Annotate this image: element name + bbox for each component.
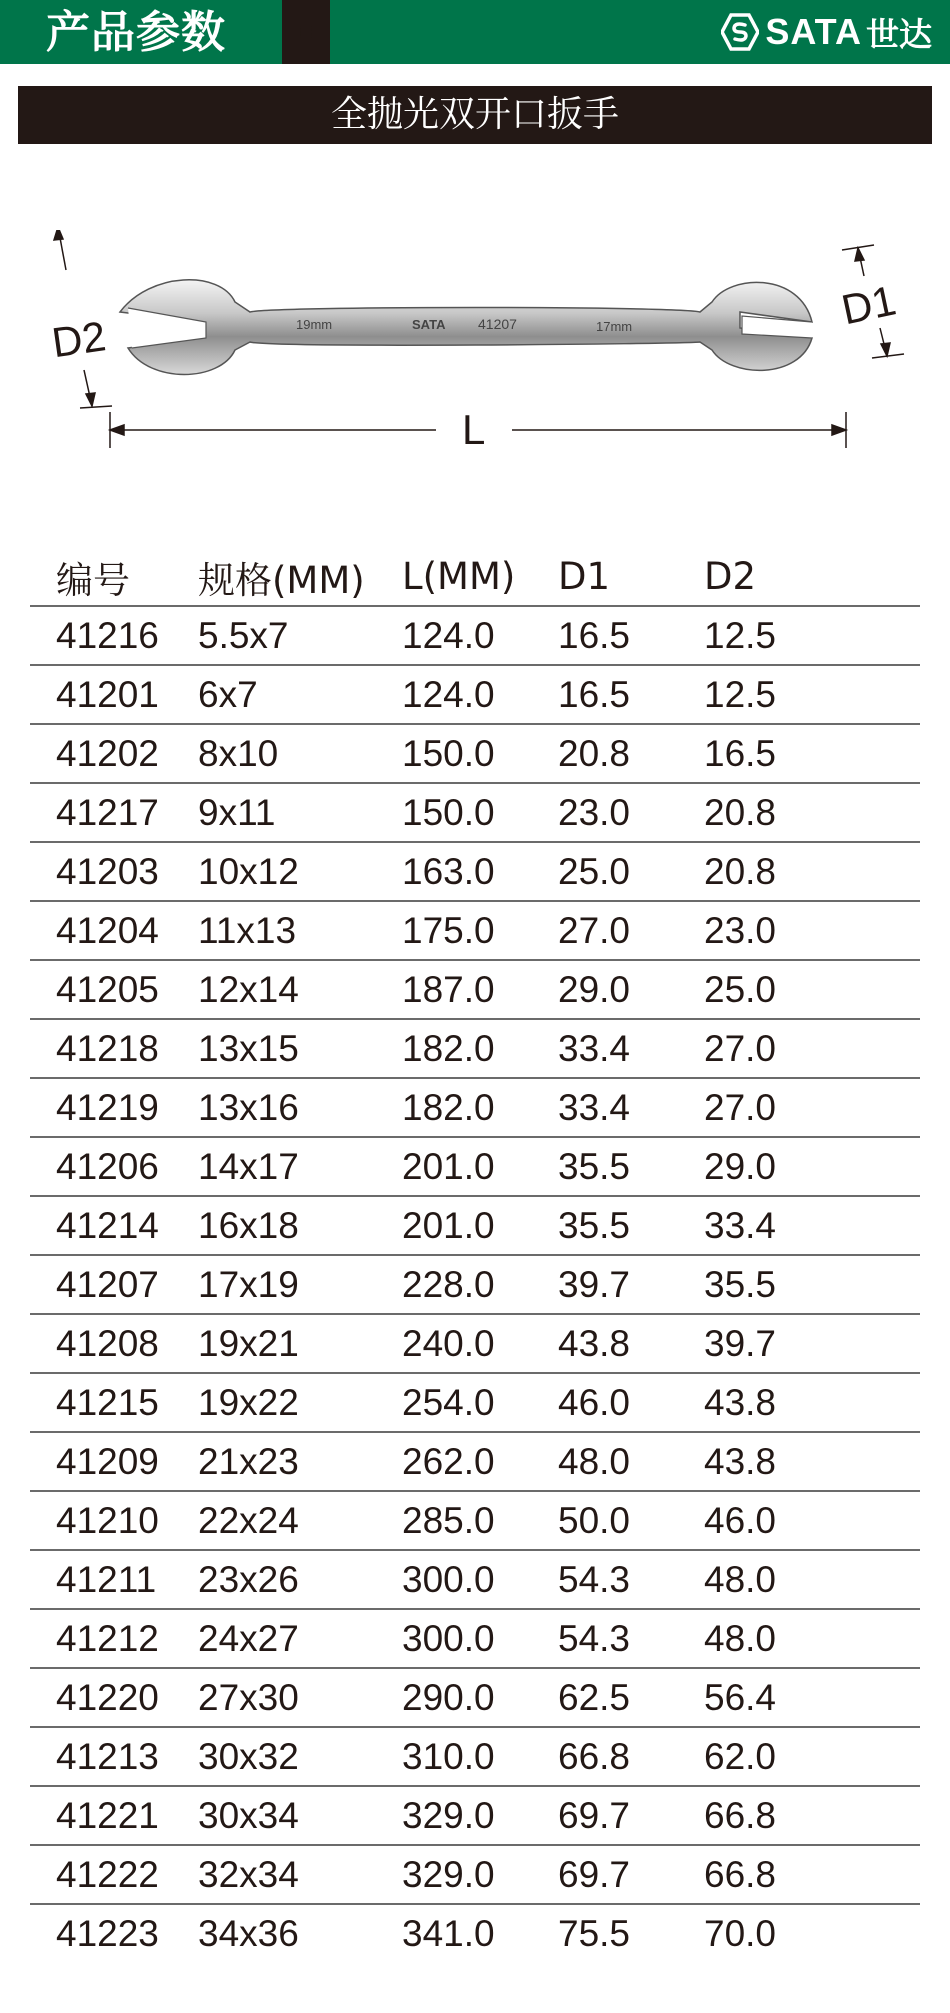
cell-length: 182.0 bbox=[376, 1019, 532, 1078]
table-row bbox=[30, 1845, 920, 1904]
cell-size: 6x7 bbox=[172, 665, 376, 724]
cell-size: 5.5x7 bbox=[172, 606, 376, 665]
cell-size: 30x34 bbox=[172, 1786, 376, 1845]
column-header-model: 编号 bbox=[30, 548, 172, 606]
cell-d2: 25.0 bbox=[678, 960, 920, 1019]
cell-d1: 33.4 bbox=[532, 1019, 678, 1078]
column-header-d2: D2 bbox=[678, 548, 920, 606]
cell-length: 201.0 bbox=[376, 1137, 532, 1196]
cell-size: 10x12 bbox=[172, 842, 376, 901]
header-notch-decoration bbox=[282, 0, 330, 64]
cell-model: 41214 bbox=[30, 1196, 172, 1255]
cell-model: 41201 bbox=[30, 665, 172, 724]
cell-d2: 56.4 bbox=[678, 1668, 920, 1727]
cell-d1: 16.5 bbox=[532, 606, 678, 665]
cell-size: 17x19 bbox=[172, 1255, 376, 1314]
cell-model: 41211 bbox=[30, 1550, 172, 1609]
cell-model: 41208 bbox=[30, 1314, 172, 1373]
cell-size: 27x30 bbox=[172, 1668, 376, 1727]
cell-size: 19x21 bbox=[172, 1314, 376, 1373]
d1-label: D1 bbox=[837, 276, 900, 334]
cell-model: 41202 bbox=[30, 724, 172, 783]
table-row bbox=[30, 1550, 920, 1609]
brand-logo bbox=[721, 12, 932, 52]
cell-model: 41203 bbox=[30, 842, 172, 901]
cell-model: 41217 bbox=[30, 783, 172, 842]
cell-size: 19x22 bbox=[172, 1373, 376, 1432]
cell-d2: 27.0 bbox=[678, 1078, 920, 1137]
cell-d1: 25.0 bbox=[532, 842, 678, 901]
table-row bbox=[30, 1196, 920, 1255]
cell-d2: 29.0 bbox=[678, 1137, 920, 1196]
cell-length: 341.0 bbox=[402, 1912, 495, 1954]
cell-d2: 23.0 bbox=[678, 901, 920, 960]
cell-size: 22x24 bbox=[172, 1491, 376, 1550]
cell-d1: 33.4 bbox=[532, 1078, 678, 1137]
cell-d2: 12.5 bbox=[678, 606, 920, 665]
cell-size: 32x34 bbox=[172, 1845, 376, 1904]
cell-d1: 27.0 bbox=[532, 901, 678, 960]
table-row bbox=[30, 724, 920, 783]
table-row bbox=[30, 1609, 920, 1668]
cell-size: 16x18 bbox=[172, 1196, 376, 1255]
table-row bbox=[30, 1314, 920, 1373]
cell-length: 182.0 bbox=[376, 1078, 532, 1137]
table-row bbox=[30, 960, 920, 1019]
cell-size: 13x15 bbox=[172, 1019, 376, 1078]
d2-label: D2 bbox=[48, 312, 109, 367]
cell-length: 329.0 bbox=[376, 1786, 532, 1845]
cell-d2: 48.0 bbox=[678, 1609, 920, 1668]
cell-length: 300.0 bbox=[376, 1550, 532, 1609]
cell-d2: 66.8 bbox=[678, 1786, 920, 1845]
cell-d1: 69.7 bbox=[532, 1845, 678, 1904]
cell-length: 150.0 bbox=[376, 783, 532, 842]
cell-size: 14x17 bbox=[172, 1137, 376, 1196]
brand-chinese-name: 世达 bbox=[866, 14, 932, 54]
cell-model: 41216 bbox=[30, 606, 172, 665]
table-row bbox=[30, 1432, 920, 1491]
header-bar bbox=[0, 0, 950, 64]
table-row bbox=[30, 901, 920, 960]
cell-length: 124.0 bbox=[376, 665, 532, 724]
cell-length: 150.0 bbox=[376, 724, 532, 783]
wrench-diagram bbox=[0, 230, 950, 460]
cell-d1: 54.3 bbox=[532, 1550, 678, 1609]
cell-length: 187.0 bbox=[376, 960, 532, 1019]
cell-model: 41221 bbox=[30, 1786, 172, 1845]
cell-model: 41204 bbox=[30, 901, 172, 960]
cell-length: 254.0 bbox=[376, 1373, 532, 1432]
cell-model: 41213 bbox=[30, 1727, 172, 1786]
cell-model: 41206 bbox=[30, 1137, 172, 1196]
table-row bbox=[30, 1373, 920, 1432]
cell-d2: 66.8 bbox=[678, 1845, 920, 1904]
cell-d1: 35.5 bbox=[532, 1137, 678, 1196]
cell-d1: 43.8 bbox=[532, 1314, 678, 1373]
sata-logo-icon bbox=[721, 13, 759, 51]
cell-d1: 75.5 bbox=[558, 1912, 631, 1954]
cell-model: 41207 bbox=[30, 1255, 172, 1314]
table-row bbox=[30, 1727, 920, 1786]
cell-d2: 46.0 bbox=[678, 1491, 920, 1550]
wrench-engraving-brand: SATA bbox=[412, 317, 446, 332]
table-header-row bbox=[30, 548, 920, 606]
table-row bbox=[30, 1786, 920, 1845]
table-row bbox=[30, 1078, 920, 1137]
cell-length: 228.0 bbox=[376, 1255, 532, 1314]
cell-d2: 39.7 bbox=[678, 1314, 920, 1373]
cell-model: 41218 bbox=[30, 1019, 172, 1078]
cell-d2: 35.5 bbox=[678, 1255, 920, 1314]
cell-length: 310.0 bbox=[376, 1727, 532, 1786]
cell-d2: 43.8 bbox=[678, 1432, 920, 1491]
cell-d1: 69.7 bbox=[532, 1786, 678, 1845]
cell-length: 175.0 bbox=[376, 901, 532, 960]
wrench-image bbox=[120, 280, 812, 375]
cell-length: 124.0 bbox=[376, 606, 532, 665]
cell-d1: 39.7 bbox=[532, 1255, 678, 1314]
cell-length: 329.0 bbox=[376, 1845, 532, 1904]
cell-d2: 12.5 bbox=[678, 665, 920, 724]
table-row bbox=[30, 1019, 920, 1078]
cell-model: 41209 bbox=[30, 1432, 172, 1491]
cell-model: 41205 bbox=[30, 960, 172, 1019]
cell-model: 41223 bbox=[56, 1912, 159, 1954]
brand-name: SATA bbox=[765, 11, 862, 52]
cell-length: 300.0 bbox=[376, 1609, 532, 1668]
wrench-engraving-right-size: 17mm bbox=[596, 319, 633, 334]
column-header-d1: D1 bbox=[532, 548, 678, 606]
cell-d1: 48.0 bbox=[532, 1432, 678, 1491]
table-row bbox=[30, 783, 920, 842]
table-row bbox=[30, 1137, 920, 1196]
cell-size: 23x26 bbox=[172, 1550, 376, 1609]
cell-d2: 27.0 bbox=[678, 1019, 920, 1078]
cell-size: 34x36 bbox=[198, 1912, 299, 1954]
table-row bbox=[30, 1904, 920, 1962]
cell-d1: 66.8 bbox=[532, 1727, 678, 1786]
cell-d2: 43.8 bbox=[678, 1373, 920, 1432]
cell-d2: 48.0 bbox=[678, 1550, 920, 1609]
section-title: 产品参数 bbox=[46, 7, 226, 58]
cell-size: 30x32 bbox=[172, 1727, 376, 1786]
column-header-length: L(MM) bbox=[376, 548, 532, 606]
cell-model: 41212 bbox=[30, 1609, 172, 1668]
cell-d1: 16.5 bbox=[532, 665, 678, 724]
cell-length: 163.0 bbox=[376, 842, 532, 901]
cell-size: 11x13 bbox=[172, 901, 376, 960]
cell-d1: 62.5 bbox=[532, 1668, 678, 1727]
table-row bbox=[30, 606, 920, 665]
cell-d1: 46.0 bbox=[532, 1373, 678, 1432]
cell-d1: 54.3 bbox=[532, 1609, 678, 1668]
cell-d1: 20.8 bbox=[532, 724, 678, 783]
wrench-engraving-left-size: 19mm bbox=[296, 317, 333, 332]
product-name-bar bbox=[18, 86, 932, 144]
table-row bbox=[30, 1668, 920, 1727]
cell-size: 9x11 bbox=[172, 783, 376, 842]
table-row bbox=[30, 842, 920, 901]
cell-size: 8x10 bbox=[172, 724, 376, 783]
cell-d2: 70.0 bbox=[704, 1912, 777, 1954]
wrench-engraving-model: 41207 bbox=[478, 316, 517, 332]
cell-d2: 16.5 bbox=[678, 724, 920, 783]
cell-model: 41219 bbox=[30, 1078, 172, 1137]
cell-d1: 50.0 bbox=[532, 1491, 678, 1550]
cell-model: 41210 bbox=[30, 1491, 172, 1550]
cell-length: 240.0 bbox=[376, 1314, 532, 1373]
cell-model: 41220 bbox=[30, 1668, 172, 1727]
table-row bbox=[30, 665, 920, 724]
cell-d2: 20.8 bbox=[678, 783, 920, 842]
cell-d2: 62.0 bbox=[678, 1727, 920, 1786]
cell-length: 262.0 bbox=[376, 1432, 532, 1491]
spec-table bbox=[30, 548, 920, 1962]
table-body bbox=[30, 606, 920, 1962]
cell-model: 41222 bbox=[30, 1845, 172, 1904]
cell-d2: 20.8 bbox=[678, 842, 920, 901]
length-label: L bbox=[462, 406, 486, 453]
table-row bbox=[30, 1491, 920, 1550]
cell-d1: 35.5 bbox=[532, 1196, 678, 1255]
column-header-size: 规格(MM) bbox=[172, 548, 376, 606]
cell-model: 41215 bbox=[30, 1373, 172, 1432]
cell-size: 13x16 bbox=[172, 1078, 376, 1137]
cell-size: 12x14 bbox=[172, 960, 376, 1019]
cell-d2: 33.4 bbox=[678, 1196, 920, 1255]
cell-length: 201.0 bbox=[376, 1196, 532, 1255]
cell-d1: 29.0 bbox=[532, 960, 678, 1019]
cell-size: 24x27 bbox=[172, 1609, 376, 1668]
product-name: 全抛光双开口扳手 bbox=[330, 94, 619, 135]
table-row bbox=[30, 1255, 920, 1314]
cell-length: 290.0 bbox=[376, 1668, 532, 1727]
cell-d1: 23.0 bbox=[532, 783, 678, 842]
cell-length: 285.0 bbox=[376, 1491, 532, 1550]
cell-size: 21x23 bbox=[172, 1432, 376, 1491]
